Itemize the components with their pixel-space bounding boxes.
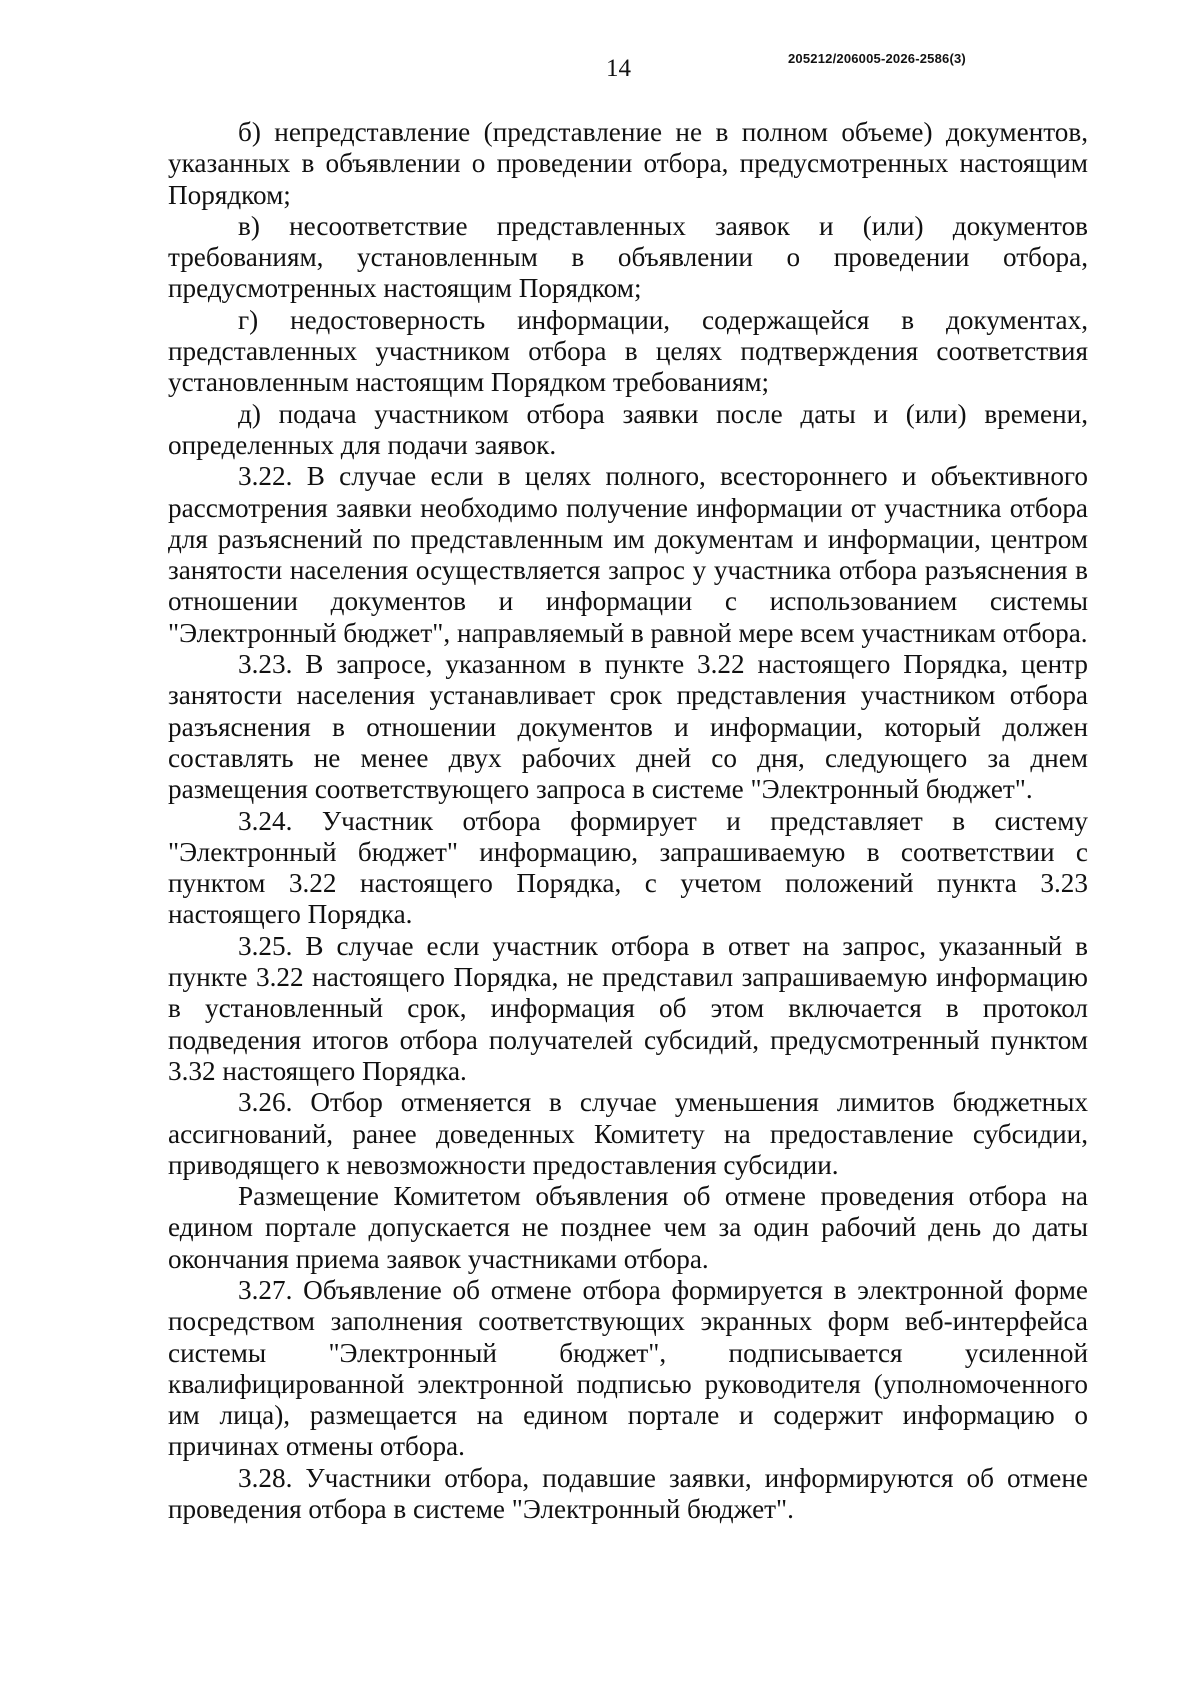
paragraph-item-b: б) непредставление (представление не в полном объеме) документов, указанных в объявлении о проведении отбора, предусмотренных настоящим Порядком; xyxy=(168,117,1088,210)
paragraph-3-27: 3.27. Объявление об отмене отбора формируется в электронной форме посредством заполнения соответствующих экранных форм веб-интерфейса системы "Электронный бюджет", подписывается усиленной квалифицированной электронной подписью руководителя (уполномоченного им лица), размещается на едином портале и содержит информацию о причинах отмены отбора. xyxy=(168,1274,1088,1462)
paragraph-3-26-continued: Размещение Комитетом объявления об отмене проведения отбора на едином портале допускается не позднее чем за один рабочий день до даты окончания приема заявок участниками отбора. xyxy=(168,1181,1088,1274)
page-number: 14 xyxy=(606,55,631,82)
document-body xyxy=(168,117,1088,1525)
paragraph-3-22: 3.22. В случае если в целях полного, всестороннего и объективного рассмотрения заявки необходимо получение информации от участника отбора для разъяснений по представленным им документам и информации, центром занятости населения осуществляется запрос у участника отбора разъяснения в отношении документов и информации с использованием системы "Электронный бюджет", направляемый в равной мере всем участникам отбора. xyxy=(168,461,1088,648)
paragraph-3-24: 3.24. Участник отбора формирует и представляет в систему "Электронный бюджет" информацию, запрашиваемую в соответствии с пунктом 3.22 настоящего Порядка, с учетом положений пункта 3.23 настоящего Порядка. xyxy=(168,805,1088,930)
paragraph-item-v: в) несоответствие представленных заявок и (или) документов требованиям, установленным в объявлении о проведении отбора, предусмотренных настоящим Порядком; xyxy=(168,210,1088,304)
paragraph-3-28: 3.28. Участники отбора, подавшие заявки, информируются об отмене проведения отбора в системе "Электронный бюджет". xyxy=(168,1462,1088,1525)
paragraph-3-26: 3.26. Отбор отменяется в случае уменьшения лимитов бюджетных ассигнований, ранее доведенных Комитету на предоставление субсидии, приводящего к невозможности предоставления субсидии. xyxy=(168,1087,1088,1180)
paragraph-3-23: 3.23. В запросе, указанном в пункте 3.22 настоящего Порядка, центр занятости населения устанавливает срок представления участником отбора разъяснения в отношении документов и информации, который должен составлять не менее двух рабочих дней со дня, следующего за днем размещения соответствующего запроса в системе "Электронный бюджет". xyxy=(168,649,1088,805)
paragraph-item-d: д) подача участником отбора заявки после даты и (или) времени, определенных для подачи заявок. xyxy=(168,398,1088,460)
paragraph-3-25: 3.25. В случае если участник отбора в ответ на запрос, указанный в пункте 3.22 настоящего Порядка, не представил запрашиваемую информацию в установленный срок, информация об этом включается в протокол подведения итогов отбора получателей субсидий, предусмотренный пунктом 3.32 настоящего Порядка. xyxy=(168,930,1088,1086)
paragraph-item-g: г) недостоверность информации, содержащейся в документах, представленных участником отбора в целях подтверждения соответствия установленным настоящим Порядком требованиям; xyxy=(168,304,1088,398)
document-registration-code: 205212/206005-2026-2586(3) xyxy=(788,51,966,66)
